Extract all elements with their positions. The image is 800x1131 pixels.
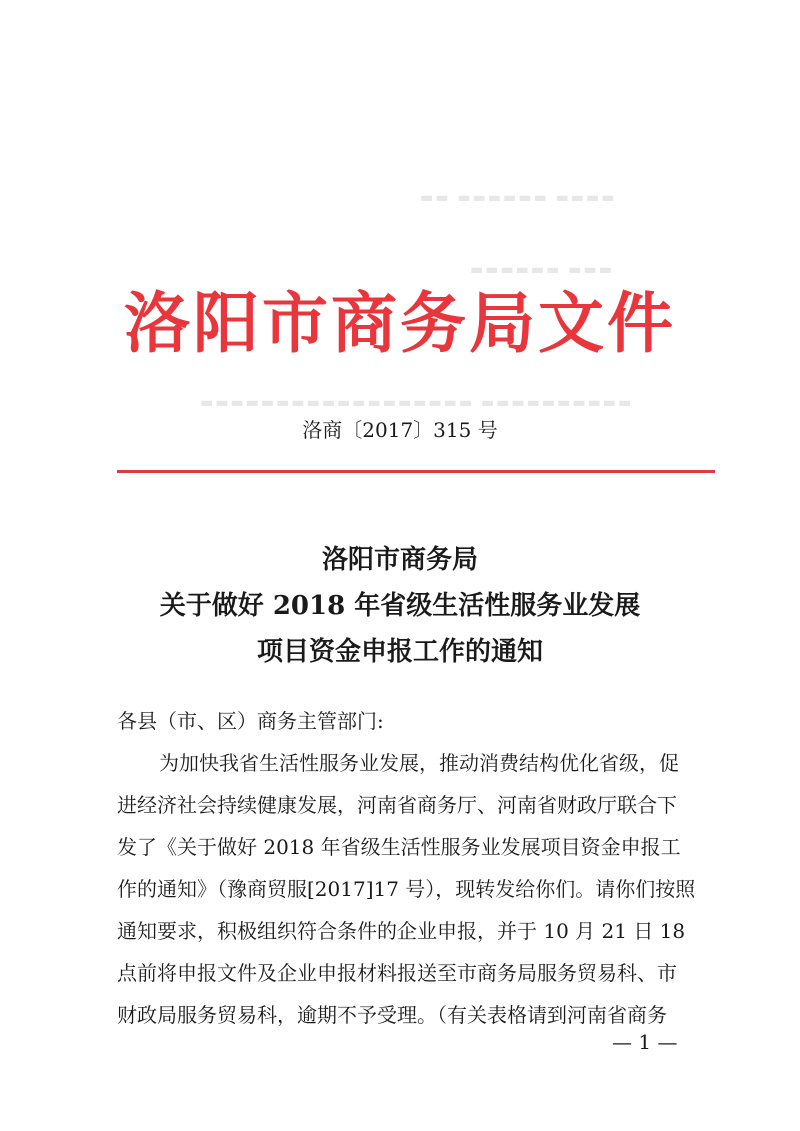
title-line-3: 项目资金申报工作的通知	[256, 637, 543, 667]
title-line-1: 洛阳市商务局	[321, 545, 478, 575]
body-line: 作的通知》（豫商贸服[2017]17 号），现转发给你们。请你们按照	[117, 877, 696, 901]
body-line: 点前将申报文件及企业申报材料报送至市商务局服务贸易科、市	[117, 961, 677, 985]
page-number: — 1 —	[612, 1030, 678, 1054]
salutation: 各县（市、区）商务主管部门:	[117, 709, 384, 733]
body-line: 财政局服务贸易科，逾期不予受理。（有关表格请到河南省商务	[117, 1003, 667, 1027]
body-line: 通知要求，积极组织符合条件的企业申报，并于 10 月 21 日 18	[117, 919, 686, 943]
scan-bleed-through: ▬▬▬▬▬▬▬▬▬▬▬▬▬▬▬▬▬▬ ▬▬▬▬▬▬▬▬▬▬	[200, 395, 634, 411]
body-line: 为加快我省生活性服务业发展，推动消费结构优化省级，促	[159, 751, 679, 775]
notice-body	[117, 700, 717, 1036]
title-line-2: 关于做好 2018 年省级生活性服务业发展	[159, 591, 641, 621]
notice-title	[0, 537, 800, 675]
red-divider-rule	[117, 470, 715, 473]
scan-bleed-through: ▬▬ ▬▬▬▬▬▬ ▬▬▬▬	[420, 190, 617, 206]
body-line: 进经济社会持续健康发展，河南省商务厅、河南省财政厅联合下	[117, 793, 677, 817]
issuer-masthead: 洛阳市商务局文件	[124, 284, 676, 362]
scan-bleed-through: ▬▬▬▬▬▬ ▬▬▬	[470, 262, 614, 278]
document-number: 洛商〔2017〕315 号	[302, 418, 498, 442]
body-line: 发了《关于做好 2018 年省级生活性服务业发展项目资金申报工	[117, 835, 681, 859]
